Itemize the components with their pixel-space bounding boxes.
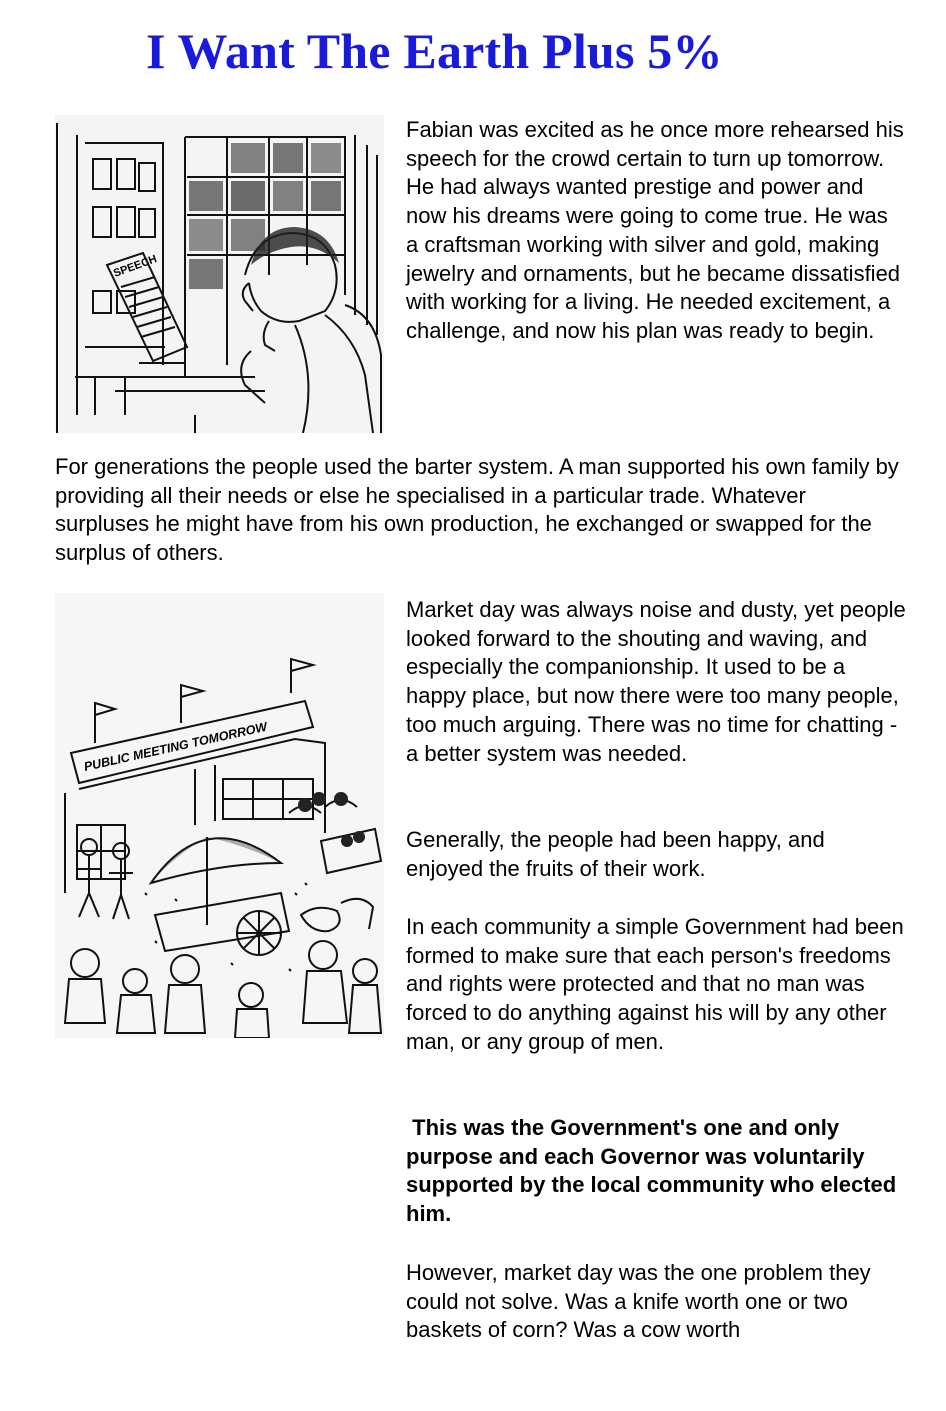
paragraph-people-happy: Generally, the people had been happy, and enjoyed the fruits of their work.	[406, 827, 825, 881]
paragraph-government-purpose: This was the Government's one and only purpose and each Governor was voluntarily supported by the local community who elected him.	[406, 1115, 903, 1227]
paragraph-market-day: Market day was always noise and dusty, yet people looked forward to the shouting and waving, and especially the companionship. It used to be a happy place, but now there were too many people, too much arguing. There was no time for chatting - a better system was needed.	[406, 597, 906, 766]
fabian-speech-illustration	[55, 115, 384, 433]
market-day-illustration	[55, 593, 384, 1038]
paragraph-market-problem: However, market day was the one problem they could not solve. Was a knife worth one or two baskets of corn? Was a cow worth	[406, 1260, 871, 1343]
paragraph-government: In each community a simple Government had been formed to make sure that each person's freedoms and rights were protected and that no man was forced to do anything against his will by any other man, or any group of men.	[406, 914, 904, 1054]
speech-sign-label: SPEECH	[111, 253, 159, 280]
meeting-banner-label: PUBLIC MEETING TOMORROW	[82, 719, 269, 774]
paragraph-barter: For generations the people used the barter system. A man supported his own family by providing all their needs or else he specialised in a particular trade. Whatever surpluses he might have from his own production, he exchanged or swapped for the surplus of others.	[55, 454, 899, 566]
paragraph-fabian: Fabian was excited as he once more rehearsed his speech for the crowd certain to turn up tomorrow. He had always wanted prestige and power and now his dreams were going to come true. He was a craftsman working with silver and gold, making jewelry and ornaments, but he became dissatisfied with working for a living. He needed excitement, a challenge, and now his plan was ready to begin.	[406, 117, 904, 343]
page-title: I Want The Earth Plus 5%	[146, 23, 723, 79]
